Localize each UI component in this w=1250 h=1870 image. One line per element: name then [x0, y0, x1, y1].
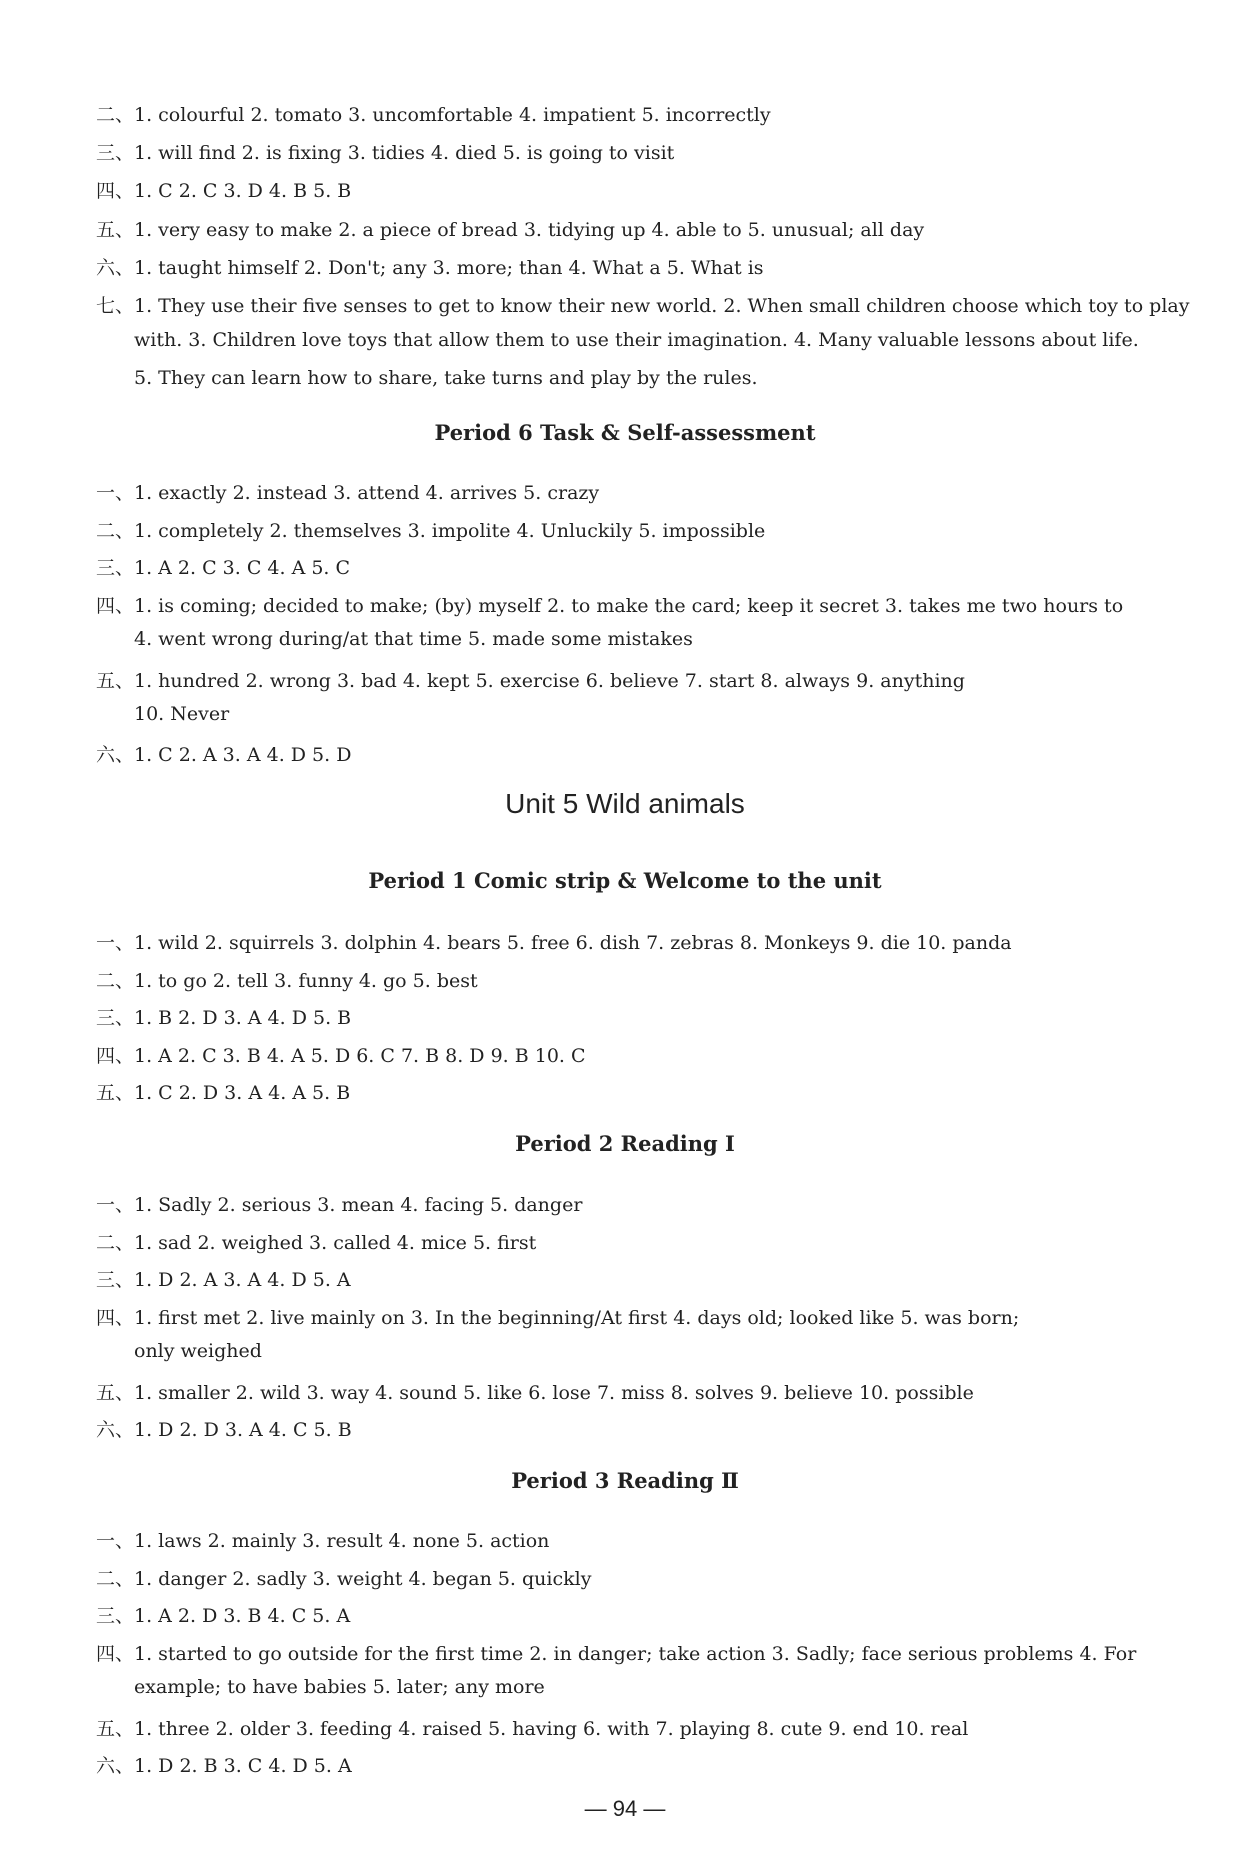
answer-line: only weighed	[134, 1340, 262, 1362]
period-heading: Period 6 Task & Self-assessment	[434, 420, 816, 445]
answer-line: with. 3. Children love toys that allow them to use their imagination. 4. Many valuable lessons about life.	[134, 329, 1139, 351]
answer-line: 5. They can learn how to share, take turns and play by the rules.	[134, 367, 758, 389]
answer-line: example; to have babies 5. later; any more	[134, 1676, 545, 1698]
page-number: — 94 —	[584, 1796, 666, 1821]
answer-line: 一、1. exactly 2. instead 3. attend 4. arrives 5. crazy	[96, 482, 600, 504]
period-heading: Period 3 Reading Ⅱ	[511, 1468, 739, 1493]
answer-line: 三、1. A 2. D 3. B 4. C 5. A	[96, 1605, 351, 1627]
answer-line: 二、1. sad 2. weighed 3. called 4. mice 5. first	[96, 1232, 537, 1254]
answer-line: 五、1. very easy to make 2. a piece of bread 3. tidying up 4. able to 5. unusual; all day	[96, 219, 925, 241]
answer-line: 三、1. A 2. C 3. C 4. A 5. C	[96, 557, 351, 579]
answer-line: 六、1. taught himself 2. Don't; any 3. more; than 4. What a 5. What is	[96, 257, 764, 279]
answer-line: 二、1. colourful 2. tomato 3. uncomfortable 4. impatient 5. incorrectly	[96, 104, 771, 126]
answer-line: 三、1. B 2. D 3. A 4. D 5. B	[96, 1007, 352, 1029]
answer-line: 二、1. to go 2. tell 3. funny 4. go 5. best	[96, 970, 478, 992]
unit-title: Unit 5 Wild animals	[505, 788, 745, 819]
answer-line: 二、1. completely 2. themselves 3. impolite 4. Unluckily 5. impossible	[96, 520, 766, 542]
answer-line: 五、1. C 2. D 3. A 4. A 5. B	[96, 1082, 351, 1104]
answer-line: 七、1. They use their five senses to get to know their new world. 2. When small children choose which toy to play	[96, 295, 1190, 317]
answer-line: 四、1. is coming; decided to make; (by) myself 2. to make the card; keep it secret 3. takes me two hours to	[96, 595, 1124, 617]
answer-line: 一、1. laws 2. mainly 3. result 4. none 5. action	[96, 1530, 550, 1552]
answer-line: 六、1. D 2. B 3. C 4. D 5. A	[96, 1755, 352, 1777]
answer-line: 五、1. hundred 2. wrong 3. bad 4. kept 5. exercise 6. believe 7. start 8. always 9. anything	[96, 670, 965, 692]
answer-line: 六、1. D 2. D 3. A 4. C 5. B	[96, 1419, 352, 1441]
answer-line: 4. went wrong during/at that time 5. made some mistakes	[134, 628, 693, 650]
answer-line: 五、1. smaller 2. wild 3. way 4. sound 5. like 6. lose 7. miss 8. solves 9. believe 10. possible	[96, 1382, 974, 1404]
answer-line: 二、1. danger 2. sadly 3. weight 4. began 5. quickly	[96, 1568, 592, 1590]
answer-line: 四、1. C 2. C 3. D 4. B 5. B	[96, 180, 352, 202]
answer-line: 六、1. C 2. A 3. A 4. D 5. D	[96, 744, 352, 766]
answer-line: 三、1. D 2. A 3. A 4. D 5. A	[96, 1269, 351, 1291]
answer-line: 四、1. first met 2. live mainly on 3. In the beginning/At first 4. days old; looked like 5. was born;	[96, 1307, 1020, 1329]
answer-line: 一、1. Sadly 2. serious 3. mean 4. facing 5. danger	[96, 1194, 583, 1216]
answer-line: 三、1. will find 2. is fixing 3. tidies 4. died 5. is going to visit	[96, 142, 675, 164]
answer-line: 四、1. A 2. C 3. B 4. A 5. D 6. C 7. B 8. D 9. B 10. C	[96, 1045, 586, 1067]
period-heading: Period 1 Comic strip & Welcome to the unit	[368, 868, 882, 893]
answer-line: 五、1. three 2. older 3. feeding 4. raised 5. having 6. with 7. playing 8. cute 9. end 10. real	[96, 1718, 969, 1740]
period-heading: Period 2 Reading Ⅰ	[515, 1131, 735, 1156]
answer-line: 四、1. started to go outside for the first time 2. in danger; take action 3. Sadly; face serious problems 4. For	[96, 1643, 1137, 1665]
answer-line: 10. Never	[134, 703, 230, 725]
answer-line: 一、1. wild 2. squirrels 3. dolphin 4. bears 5. free 6. dish 7. zebras 8. Monkeys 9. die 10. panda	[96, 932, 1012, 954]
